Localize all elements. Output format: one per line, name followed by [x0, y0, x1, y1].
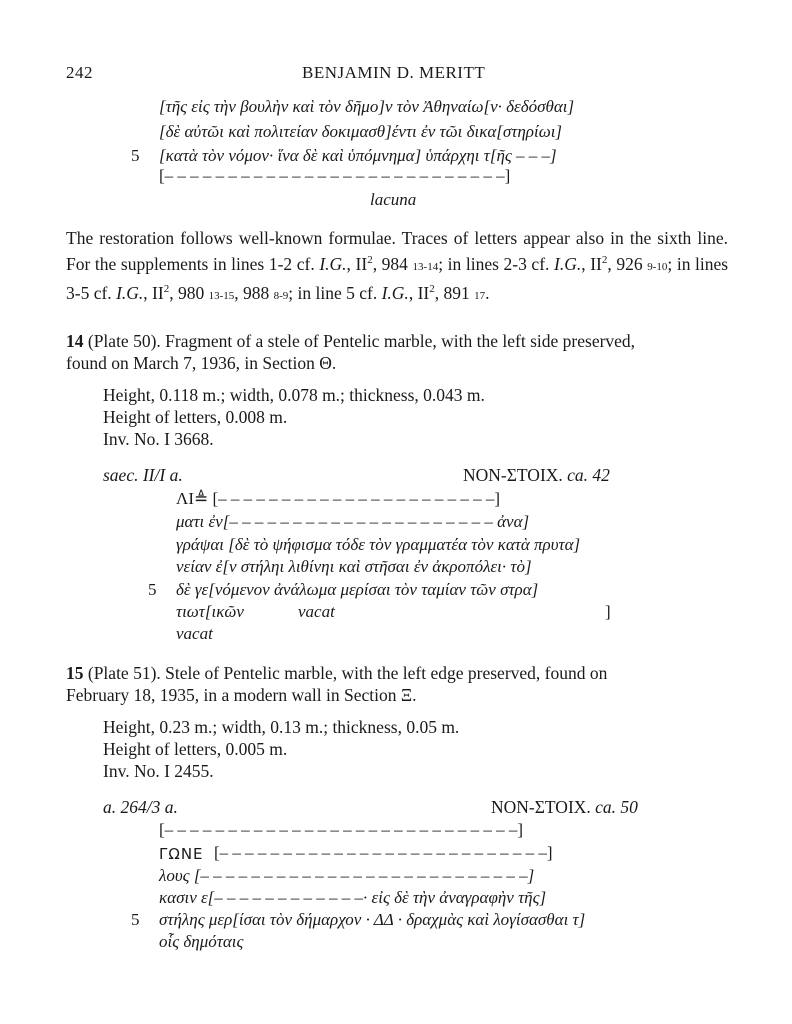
- entry15-heading-cont: February 18, 1935, in a modern wall in Section Ξ.: [66, 685, 417, 705]
- inscription13-line1: [τῆς εἰς τὴν βουλὴν καὶ τὸν δῆμο]ν τὸν Ἀθηναίω[ν· δεδόσθαι]: [159, 97, 575, 116]
- inscription13-line4: [– – – – – – – – – – – – – – – – – – – – – – – – – – –]: [159, 166, 511, 185]
- running-title: BENJAMIN D. MERITT: [302, 63, 486, 82]
- entry15-date: a. 264/3 a.: [103, 797, 178, 817]
- entry14-line4: νείαν ἐ[ν στήληι λιθίνηι καὶ στῆσαι ἐν ἀκροπόλει· τὸ]: [176, 557, 532, 576]
- entry15-nonstoix: NON-ΣΤΟΙΧ. ca. 50: [491, 797, 638, 817]
- entry14-line5: δὲ γε[νόμενον ἀνάλωμα μερίσαι τὸν ταμίαν τῶν στρα]: [176, 580, 539, 599]
- inscription13-line2: [δὲ αὐτῶι καὶ πολιτείαν δοκιμασθ]έντι ἐν τῶι δικα[στηρίωι]: [159, 122, 563, 141]
- entry14-line-number: 5: [148, 580, 157, 599]
- entry14-heading-cont: found on March 7, 1936, in Section Θ.: [66, 353, 337, 373]
- entry14-heading: 14 (Plate 50). Fragment of a stele of Pentelic marble, with the left side preserved,: [66, 331, 636, 351]
- commentary-13: The restoration follows well-known formulae. Traces of letters appear also in the sixth line. For the supplements in lines 1-2 cf. I.G., $II^2$, 984 13-14; in lines 2-3 cf. I.G., $II^2$, 926 9-10; in lines 3-5 cf. I.G., $II^2$, 980 13-15, 988 8-9; in line 5 cf. I.G., $II^2$, 891 17.: [66, 228, 729, 303]
- entry15-dimensions: Height, 0.23 m.; width, 0.13 m.; thickness, 0.05 m.: [103, 717, 460, 737]
- entry14-line3: γράψαι [δὲ τὸ ψήφισμα τόδε τὸν γραμματέα τὸν κατὰ πρυτα]: [176, 535, 581, 554]
- entry15-inventory: Inv. No. I 2455.: [103, 761, 214, 781]
- entry14-line1: ΛΙ≜ [– – – – – – – – – – – – – – – – – – – – – –]: [176, 489, 501, 508]
- entry15-line6: οἷς δημόταις: [159, 932, 244, 951]
- entry15-letter-height: Height of letters, 0.005 m.: [103, 739, 288, 759]
- inscription13-line3: [κατὰ τὸν νόμον· ἵνα δὲ καὶ ὑπόμνημα] ὑπάρχηι τ[ῆς – – –]: [159, 146, 557, 165]
- lacuna-label: lacuna: [370, 190, 417, 209]
- entry15-line-number: 5: [131, 910, 140, 929]
- entry14-line7: vacat: [176, 624, 213, 643]
- entry14-nonstoix: NON-ΣΤΟΙΧ. ca. 42: [463, 465, 610, 485]
- entry14-closing-bracket: ]: [605, 602, 611, 621]
- entry15-line1: [– – – – – – – – – – – – – – – – – – – – – – – – – – – –]: [159, 820, 524, 839]
- entry15-line5: στήλης μερ[ίσαι τὸν δήμαρχον · ΔΔ · δραχμὰς καὶ λογίσασθαι τ]: [159, 910, 586, 929]
- entry15-line2-letters: ΓΩΝΕ: [159, 845, 204, 863]
- entry15-line4: κασιν ε[– – – – – – – – – – – –· εἰς δὲ τὴν ἀναγραφὴν τῆς]: [159, 888, 547, 907]
- entry14-dimensions: Height, 0.118 m.; width, 0.078 m.; thickness, 0.043 m.: [103, 385, 485, 405]
- entry14-date: saec. II/I a.: [103, 465, 183, 485]
- page-number: 242: [66, 63, 93, 82]
- inscription13-line-number: 5: [131, 146, 140, 165]
- entry14-line2: ματι ἐν[– – – – – – – – – – – – – – – – – – – – – ἀνα]: [176, 512, 530, 531]
- entry14-vacat-inline: vacat: [298, 602, 335, 621]
- entry14-letter-height: Height of letters, 0.008 m.: [103, 407, 288, 427]
- entry14-inventory: Inv. No. I 3668.: [103, 429, 214, 449]
- entry14-line6: τιωτ[ικῶν: [176, 602, 244, 621]
- entry15-line2-gap: [– – – – – – – – – – – – – – – – – – – – – – – – – –]: [214, 843, 553, 862]
- entry15-heading: 15 (Plate 51). Stele of Pentelic marble, with the left edge preserved, found on: [66, 663, 608, 683]
- entry15-line3: λους [– – – – – – – – – – – – – – – – – – – – – – – – – –]: [159, 866, 535, 885]
